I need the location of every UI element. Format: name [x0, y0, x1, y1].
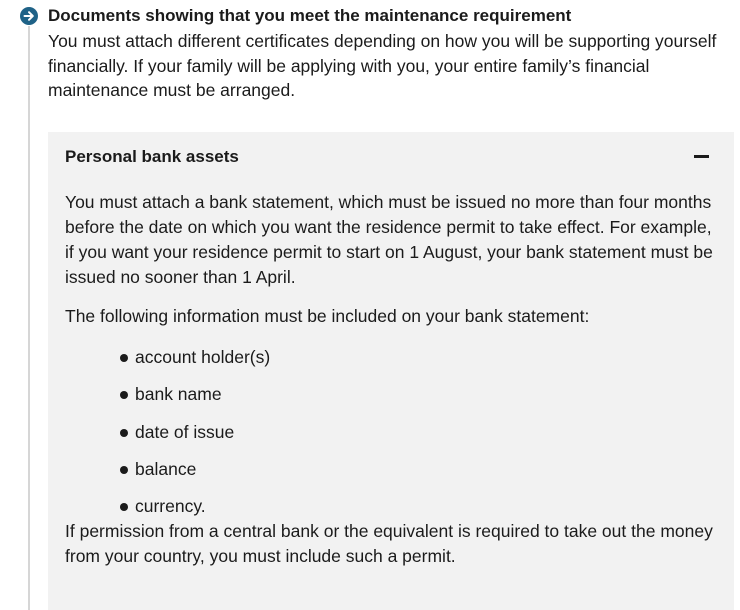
bullet-icon	[120, 466, 128, 474]
list-item	[120, 420, 725, 457]
accordion-personal-bank-assets	[48, 132, 734, 610]
list-item	[120, 457, 725, 494]
list-item	[120, 382, 725, 419]
list-item	[120, 494, 725, 531]
list-item-text: account holder(s)	[135, 347, 271, 367]
section-title: Documents showing that you meet the maintenance requirement	[48, 6, 572, 25]
required-info-list	[65, 345, 725, 531]
maintenance-requirement-section	[48, 0, 740, 103]
accordion-title: Personal bank assets	[65, 147, 239, 166]
bullet-icon	[120, 429, 128, 437]
bullet-icon	[120, 503, 128, 511]
section-intro-text: You must attach different certificates depending on how you will be supporting yourself financially. If your family will be applying with you, your entire family’s financial maintenance must be arranged.	[48, 31, 717, 100]
bank-statement-paragraph: You must attach a bank statement, which must be issued no more than four months before the date on which you want the residence permit to take effect. For example, if you want your residence permit to start on 1 August, your bank statement must be issued no sooner than 1 April.	[65, 192, 713, 287]
accordion-body	[65, 190, 725, 569]
bullet-icon	[120, 354, 128, 362]
accordion-header[interactable]	[48, 132, 734, 182]
minus-icon[interactable]	[694, 155, 709, 158]
list-item-text: bank name	[135, 384, 222, 405]
list-item	[120, 345, 725, 382]
central-bank-permit-paragraph: If permission from a central bank or the equivalent is required to take out the money from your country, you must include such a permit.	[65, 521, 713, 567]
arrow-right-circle-icon	[20, 7, 38, 25]
required-info-paragraph: The following information must be included on your bank statement:	[65, 306, 590, 326]
list-item-text: date of issue	[135, 421, 235, 442]
bullet-icon	[120, 391, 128, 399]
step-connector-line	[28, 26, 30, 610]
list-item-text: balance	[135, 458, 197, 479]
list-item-text: currency.	[135, 496, 206, 517]
